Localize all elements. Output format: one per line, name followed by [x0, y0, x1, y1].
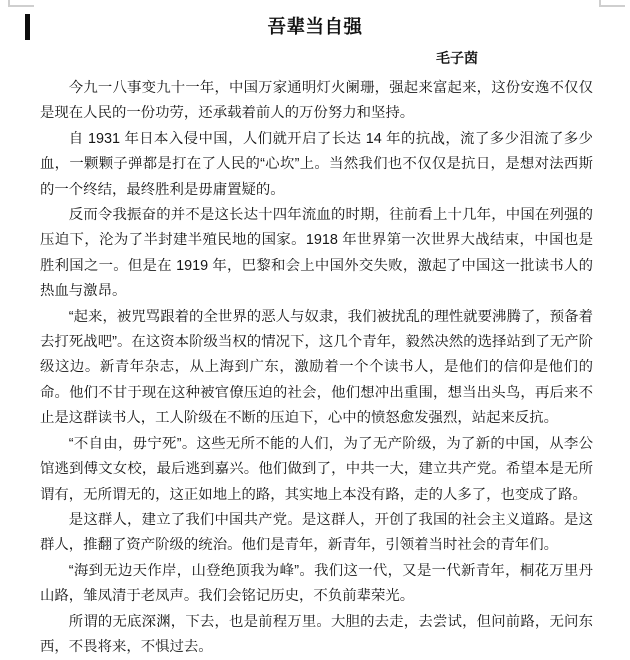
paragraph: 自 1931 年日本入侵中国，人们就开启了长达 14 年的抗战，流了多少泪流了多少血，一颗颗子弹都是打在了人民的“心坎”上。当然我们也不仅仅是抗日，是想对法西斯的一个终结，最终胜利是毋庸置疑的。	[40, 130, 593, 198]
text-cursor-caret	[25, 14, 30, 40]
paragraph: “不自由，毋宁死”。这些无所不能的人们，为了无产阶级，为了新的中国，从李公馆逃到傅文女校，最后逃到嘉兴。他们做到了，中共一大，建立共产党。希望本是无所谓有，无所谓无的，这正如地上的路，其实地上本没有路，走的人多了，也变成了路。	[40, 435, 593, 503]
paragraph: 是这群人，建立了我们中国共产党。是这群人，开创了我国的社会主义道路。是这群人，推翻了资产阶级的统治。他们是青年，新青年，引领着当时社会的青年们。	[40, 511, 593, 554]
paragraph: “海到无边天作岸，山登绝顶我为峰”。我们这一代，又是一代新青年，桐花万里丹山路，雏凤清于老凤声。我们会铭记历史，不负前辈荣光。	[40, 562, 593, 605]
paragraph: 今九一八事变九十一年，中国万家通明灯火阑珊，强起来富起来，这份安逸不仅仅是现在人民的一份功劳，还承载着前人的万份努力和坚持。	[40, 80, 593, 122]
document-body	[40, 76, 593, 660]
paragraph: 所谓的无底深渊，下去，也是前程万里。大胆的去走，去尝试，但问前路，无问东西，不畏将来，不惧过去。	[40, 613, 593, 655]
paragraph: “起来，被咒骂跟着的全世界的恶人与奴隶，我们被扰乱的理性就要沸腾了，预备着去打死战吧”。在这资本阶级当权的情况下，这几个青年，毅然决然的选择站到了无产阶级这边。新青年杂志，从上海到广东，激励着一个个读书人，是他们的信仰是他们的命。他们不甘于现在这种被官僚压迫的社会，他们想冲出重围，想当出头鸟，再后来不止是这群读书人，工人阶级在不断的压迫下，心中的愤怒愈发强烈，站起来反抗。	[40, 308, 593, 427]
document-author: 毛子茵	[436, 50, 478, 66]
paragraph: 反而令我振奋的并不是这长达十四年流血的时期，往前看上十几年，中国在列强的压迫下，沦为了半封建半殖民地的国家。1918 年世界第一次世界大战结束，中国也是胜利国之一。但是在 1919 年，巴黎和会上中国外交失败，激起了中国这一批读书人的热血与激昂。	[40, 207, 593, 300]
page-title: 吾辈当自强	[267, 16, 363, 37]
